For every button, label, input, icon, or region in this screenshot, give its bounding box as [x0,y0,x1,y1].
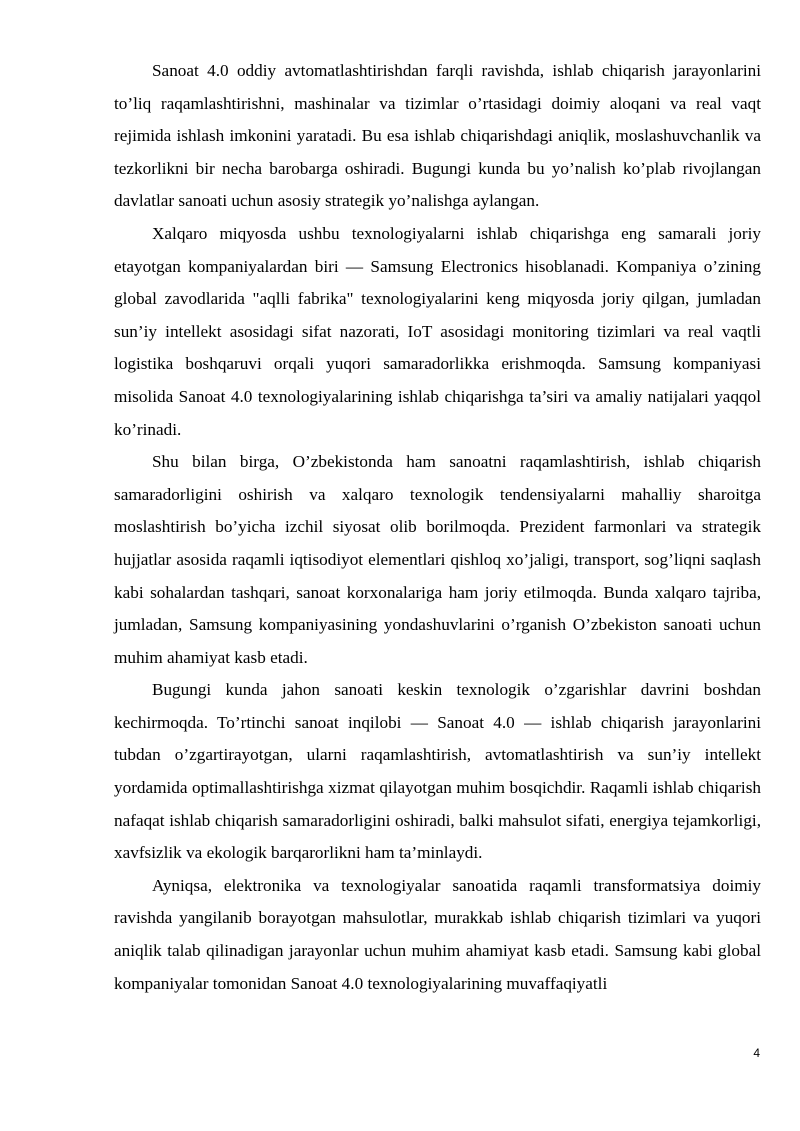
body-text [114,55,761,1000]
paragraph-samsung-smart-factory: Xalqaro miqyosda ushbu texnologiyalarni ishlab chiqarishga eng samarali joriy etayotgan kompaniyalardan biri — Samsung Electronics hisoblanadi. Kompaniya o’zining global zavodlarida "aqlli fabrika" texnologiyalarini keng miqyosda joriy qilgan, jumladan sun’iy intellekt asosidagi sifat nazorati, IoT asosidagi monitoring tizimlari va real vaqtli logistika boshqaruvi orqali yuqori samaradorlikka erishmoqda. Samsung kompaniyasi misolida Sanoat 4.0 texnologiyalarining ishlab chiqarishga ta’siri va amaliy natijalari yaqqol ko’rinadi. [114,223,761,439]
paragraph-electronics-transformation: Ayniqsa, elektronika va texnologiyalar sanoatida raqamli transformatsiya doimiy ravishda yangilanib borayotgan mahsulotlar, murakkab ishlab chiqarish tizimlari va yuqori aniqlik talab qilinadigan jarayonlar uchun muhim ahamiyat kasb etadi. Samsung kabi global kompaniyalar tomonidan Sanoat 4.0 texnologiyalarining muvaffaqiyatli [114,875,761,993]
page-number: 4 [753,1046,760,1060]
paragraph-uzbekistan-digitalization: Shu bilan birga, O’zbekistonda ham sanoatni raqamlashtirish, ishlab chiqarish samaradorligini oshirish va xalqaro texnologik tendensiyalarni mahalliy sharoitga moslashtirish bo’yicha izchil siyosat olib borilmoqda. Prezident farmonlari va strategik hujjatlar asosida raqamli iqtisodiyot elementlari qishloq xo’jaligi, transport, sog’liqni saqlash kabi sohalardan tashqari, sanoat korxonalariga ham joriy etilmoqda. Bunda xalqaro tajriba, jumladan, Samsung kompaniyasining yondashuvlarini o’rganish O’zbekiston sanoati uchun muhim ahamiyat kasb etadi. [114,452,761,667]
paragraph-global-industry-change: Bugungi kunda jahon sanoati keskin texnologik o’zgarishlar davrini boshdan kechirmoqda. To’rtinchi sanoat inqilobi — Sanoat 4.0 — ishlab chiqarish jarayonlarini tubdan o’zgartirayotgan, ularni raqamlashtirish, avtomatlashtirish va sun’iy intellekt yordamida optimallashtirishga xizmat qilayotgan muhim bosqichdir. Raqamli ishlab chiqarish nafaqat ishlab chiqarish samaradorligini oshiradi, balki mahsulot sifati, energiya tejamkorligi, xavfsizlik va ekologik barqarorlikni ham ta’minlaydi. [114,680,761,863]
paragraph-industry-4-definition: Sanoat 4.0 oddiy avtomatlashtirishdan farqli ravishda, ishlab chiqarish jarayonlarini to’liq raqamlashtirishni, mashinalar va tizimlar o’rtasidagi doimiy aloqani va real vaqt rejimida ishlash imkonini yaratadi. Bu esa ishlab chiqarishdagi aniqlik, moslashuvchanlik va tezkorlikni bir necha barobarga oshiradi. Bugungi kunda bu yo’nalish ko’plab rivojlangan davlatlar sanoati uchun asosiy strategik yo’nalishga aylangan. [114,61,761,211]
